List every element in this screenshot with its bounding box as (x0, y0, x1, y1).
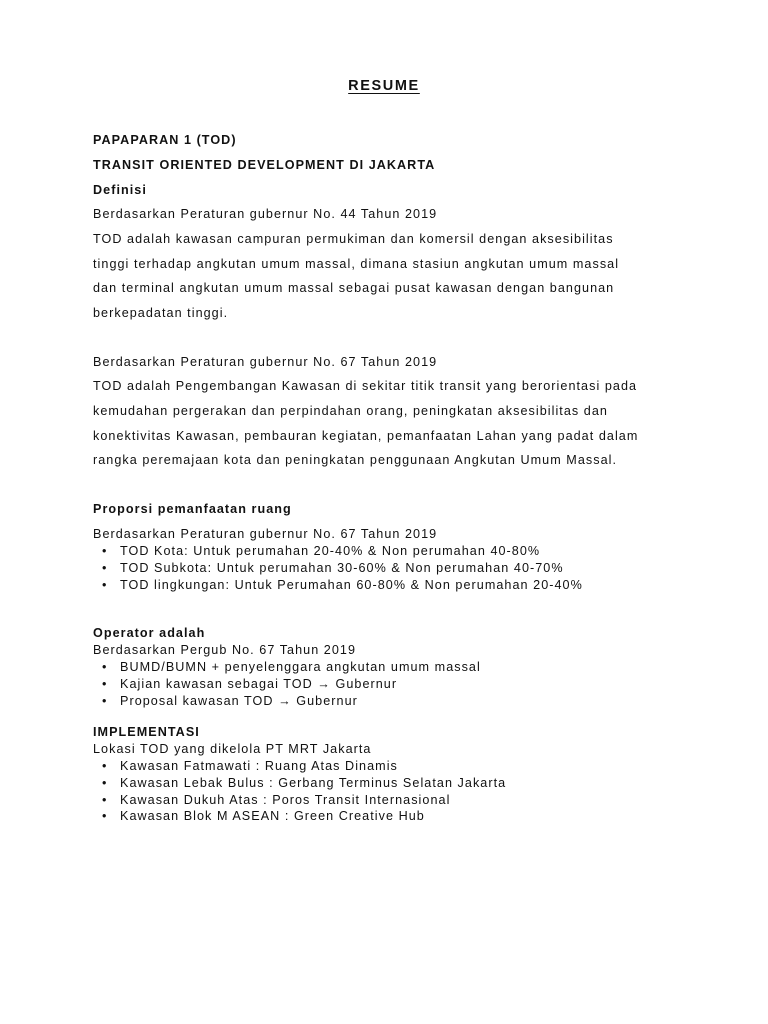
list-item: TOD lingkungan: Untuk Perumahan 60-80% & Non perumahan 20-40% (120, 578, 583, 592)
heading-paparan: PAPAPARAN 1 (TOD) (93, 133, 237, 147)
reference-pergub-operator: Berdasarkan Pergub No. 67 Tahun 2019 (93, 643, 357, 657)
paragraph-line: TOD adalah Pengembangan Kawasan di sekitar titik transit yang berorientasi pada (93, 379, 638, 393)
heading-implementasi: IMPLEMENTASI (93, 725, 200, 739)
bullet-icon: • (102, 793, 107, 807)
list-item: TOD Subkota: Untuk perumahan 30-60% & Non perumahan 40-70% (120, 561, 564, 575)
paragraph-line: rangka peremajaan kota dan peningkatan penggunaan Angkutan Umum Massal. (93, 453, 618, 467)
heading-operator: Operator adalah (93, 626, 206, 640)
paragraph-line: TOD adalah kawasan campuran permukiman dan komersil dengan aksesibilitas (93, 232, 614, 246)
paragraph-line: tinggi terhadap angkutan umum massal, dimana stasiun angkutan umum massal (93, 257, 620, 271)
implementasi-intro: Lokasi TOD yang dikelola PT MRT Jakarta (93, 742, 372, 756)
bullet-icon: • (102, 561, 107, 575)
list-item: TOD Kota: Untuk perumahan 20-40% & Non perumahan 40-80% (120, 544, 541, 558)
bullet-icon: • (102, 544, 107, 558)
list-item: Kawasan Lebak Bulus : Gerbang Terminus Selatan Jakarta (120, 776, 507, 790)
document-title: RESUME (348, 78, 420, 94)
paragraph-line: dan terminal angkutan umum massal sebagai pusat kawasan dengan bangunan (93, 281, 615, 295)
heading-definisi: Definisi (93, 183, 147, 197)
bullet-icon: • (102, 759, 107, 773)
list-item: Kajian kawasan sebagai TOD → Gubernur (120, 677, 398, 691)
paragraph-line: konektivitas Kawasan, pembauran kegiatan, pemanfaatan Lahan yang padat dalam (93, 429, 639, 443)
bullet-icon: • (102, 694, 107, 708)
paragraph-line: berkepadatan tinggi. (93, 306, 229, 320)
bullet-icon: • (102, 677, 107, 691)
list-item: Kawasan Fatmawati : Ruang Atas Dinamis (120, 759, 398, 773)
list-item: Proposal kawasan TOD → Gubernur (120, 694, 358, 708)
list-item: BUMD/BUMN + penyelenggara angkutan umum massal (120, 660, 481, 674)
bullet-icon: • (102, 809, 107, 823)
list-item: Kawasan Blok M ASEAN : Green Creative Hub (120, 809, 425, 823)
heading-tod-jakarta: TRANSIT ORIENTED DEVELOPMENT DI JAKARTA (93, 158, 436, 172)
bullet-icon: • (102, 660, 107, 674)
reference-pergub-67: Berdasarkan Peraturan gubernur No. 67 Tahun 2019 (93, 355, 438, 369)
paragraph-line: kemudahan pergerakan dan perpindahan orang, peningkatan aksesibilitas dan (93, 404, 608, 418)
bullet-icon: • (102, 578, 107, 592)
reference-pergub-67-proporsi: Berdasarkan Peraturan gubernur No. 67 Tahun 2019 (93, 527, 438, 541)
list-item: Kawasan Dukuh Atas : Poros Transit Internasional (120, 793, 451, 807)
heading-proporsi: Proporsi pemanfaatan ruang (93, 502, 292, 516)
bullet-icon: • (102, 776, 107, 790)
reference-pergub-44: Berdasarkan Peraturan gubernur No. 44 Tahun 2019 (93, 207, 438, 221)
